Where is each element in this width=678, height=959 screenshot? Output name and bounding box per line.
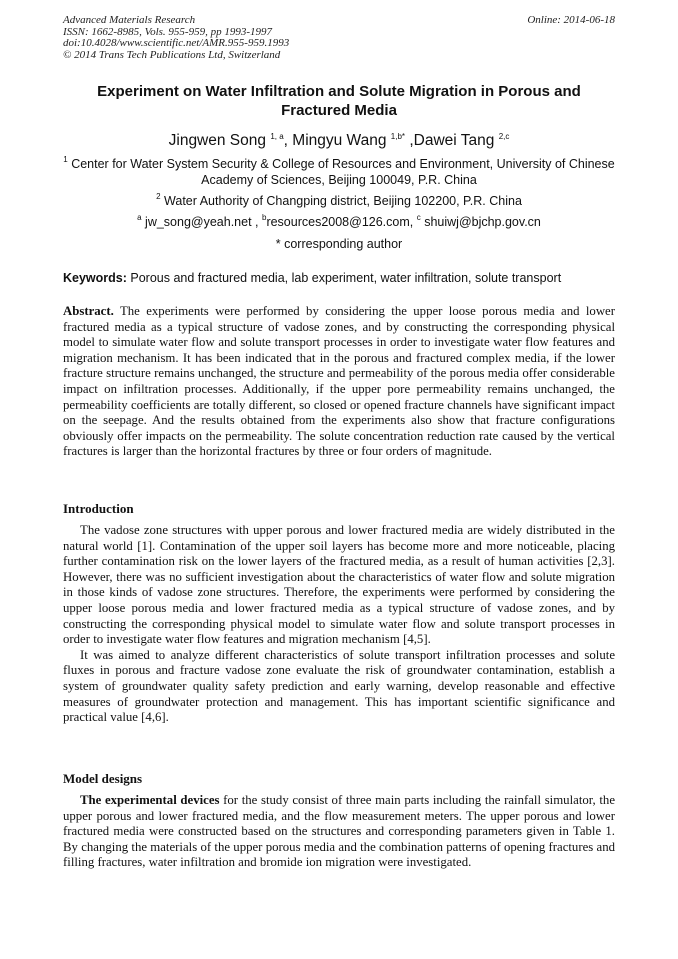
affiliation-text: Center for Water System Security & College of Resources and Environment, University of Chinese Academy of Sciences, Beijing 100049, P.R. China (71, 157, 615, 187)
keywords (63, 270, 615, 286)
author-name: Jingwen Song (168, 132, 266, 149)
affiliation-sup: 1 (63, 155, 68, 164)
copyright-line: © 2014 Trans Tech Publications Ltd, Switzerland (63, 48, 281, 61)
doi-line: doi:10.4028/www.scientific.net/AMR.955-959.1993 (63, 37, 290, 49)
affiliation-1 (63, 156, 615, 188)
email-sup: a (137, 213, 142, 222)
issn-line: ISSN: 1662-8985, Vols. 955-959, pp 1993-1997 (63, 25, 272, 38)
keywords-text: Porous and fractured media, lab experiment, water infiltration, solute transport (130, 271, 562, 285)
affiliation-text: Water Authority of Changping district, Beijing 102200, P.R. China (164, 194, 522, 208)
author-sup: 1, a (270, 132, 284, 141)
author-list: Jingwen Song $^{1, a}$, Mingyu Wang $^{1,b*}$ ,Dawei Tang $^{2,c}$ (168, 132, 510, 149)
email-address: shuiwj@bjchp.gov.cn (424, 215, 541, 229)
abstract-label: Abstract. (63, 304, 114, 318)
abstract (63, 304, 615, 460)
author-name: Mingyu Wang (292, 132, 387, 149)
paragraph-text: for the study consist of three main parts including the rainfall simulator, the upper porous and lower fractured media, and the flow measurement meters. The upper porous and lower fractured media were constructed based on the structures and corresponding parameters given in Table 1. By changing the materials of the upper porous media and the combination patterns of opening fractures and filling fractures, water infiltration and bromide ion migration were investigated. (63, 793, 615, 870)
lead-phrase: The experimental devices (80, 793, 220, 807)
introduction-body (63, 523, 615, 726)
journal-name: Advanced Materials Research (63, 14, 196, 26)
email-address: resources2008@126.com (266, 215, 410, 229)
keywords-label: Keywords: (63, 271, 127, 285)
affiliation-sup: 2 (156, 192, 161, 201)
author-sup: 1,b* (390, 132, 406, 141)
paragraph (63, 793, 615, 871)
corresponding-author-note: * corresponding author (275, 237, 403, 251)
paragraph: The vadose zone structures with upper porous and lower fractured media are widely distributed in the natural world [1]. Contamination of the upper soil layers has become more and more noticeable, placing further contamination risk on the lower layers of the fractured media, as a result of human activities [2,3]. However, there was no sufficient investigation about the characteristics of water flow and solute migration in those kinds of vadose zone structures. Therefore, the experiments were performed by considering the upper loose porous media and lower fractured media as a typical structure of vadose zones, and by constructing the corresponding physical model to simulate water flow and solute transport processes in order to investigate water flow features and migration mechanism [4,5]. (63, 523, 615, 647)
journal-header (63, 15, 289, 61)
paper-title: Experiment on Water Infiltration and Solute Migration in Porous and Fractured Media (97, 83, 581, 119)
online-date: Online: 2014-06-18 (527, 14, 615, 26)
abstract-text: The experiments were performed by considering the upper loose porous media and lower fractured media as a typical structure of vadose zones, and by constructing the corresponding physical model to simulate water flow and solute transport processes in order to investigate water flow features and migration mechanism. It has been indicated that in the porous and fractured complex media, if the lower fracture structure remains unchanged, the structure and permeability of the porous media offer considerable impact on infiltration processes. Additionally, if the upper pore permeability remains unchanged, the permeability coefficients are totally different, so closed or opened fracture channels have significant impact on the seepage. And the results obtained from the experiments also show that fracture configurations obviously offer impacts on the permeability. The solute concentration reduction rate caused by the vertical fractures is larger than the horizontal fractures by three or four orders of magnitude. (63, 304, 615, 459)
affiliation-2 (63, 193, 615, 209)
author-name: Dawei Tang (413, 132, 495, 149)
author-sup: 2,c (498, 132, 510, 141)
email-sup: b (261, 213, 267, 222)
model-designs-body (63, 793, 615, 871)
email-sup: c (416, 213, 421, 222)
email-line: $^a$ jw_song@yeah.net , $^b$resources2008@126.com, $^c$ shuiwj@bjchp.gov.cn (137, 213, 541, 229)
email-address: jw_song@yeah.net (145, 215, 252, 229)
section-heading-model-designs: Model designs (63, 771, 143, 786)
paragraph: It was aimed to analyze different characteristics of solute transport infiltration processes and solute fluxes in porous and fracture vadose zone evaluate the risk of groundwater contamination, establish a system of groundwater quality safety prediction and early warning, develop reasonable and effective measures of groundwater protection and management. This has important scientific significance and practical value [4,6]. (63, 647, 615, 725)
section-heading-introduction: Introduction (63, 501, 134, 516)
